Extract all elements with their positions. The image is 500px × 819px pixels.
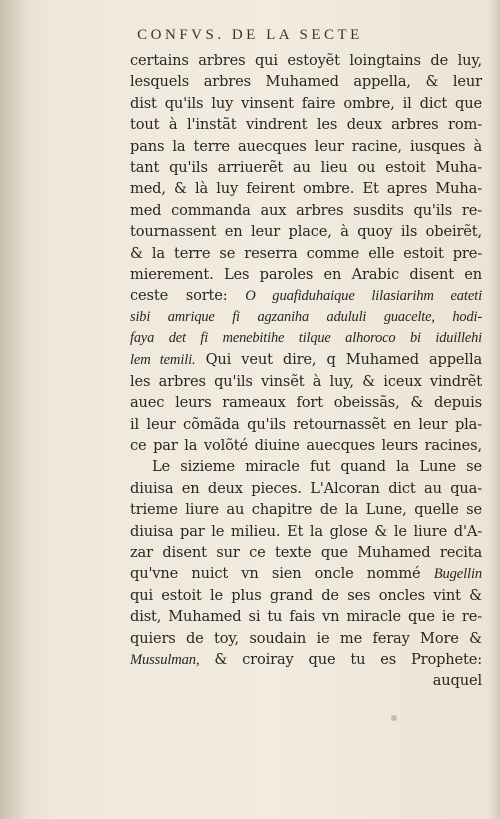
text-line: mierement. Les paroles en Arabic disent en (130, 265, 482, 283)
text-line-arabic-end: lem temili. Qui veut dire, q Muhamed appella (130, 351, 483, 369)
text-line: quiers de toy, soudain ie me feray More & (130, 629, 482, 647)
text-line: dist qu'ils luy vinsent faire ombre, il dict que (130, 94, 482, 112)
paragraph-start-line: Le sizieme miracle fut quand la Lune se (152, 458, 482, 476)
text-line: zar disent sur ce texte que Muhamed recita (130, 543, 482, 561)
catchword: auquel (432, 672, 482, 690)
body-text (130, 50, 482, 692)
italic-fragment: O guafiduhaique lilasiarihm eateti (245, 288, 482, 305)
text-line: lesquels arbres Muhamed appella, & leur (130, 73, 482, 91)
text-line: auec leurs rameaux fort obeissãs, & depuis (130, 394, 482, 412)
text-line: med commanda aux arbres susdits qu'ils re- (130, 201, 482, 219)
text-line: certains arbres qui estoyẽt loingtains de luy, (130, 52, 482, 69)
text-line: Mussulman, & croiray que tu es Prophete: (130, 650, 482, 668)
text-line-arabic-intro: ceste sorte: O guafiduhaique lilasiarihm eateti (130, 287, 482, 305)
spine-shadow (0, 0, 28, 819)
text-line: les arbres qu'ils vinsẽt à luy, & iceux vindrẽt (130, 372, 482, 390)
text-line: diuisa par le milieu. Et la glose & le liure d'A- (130, 522, 482, 540)
running-head: CONFVS. DE LA SECTE (137, 27, 363, 43)
italic-fragment: Mussulman, (130, 651, 200, 668)
italic-fragment: lem temili. (130, 352, 196, 369)
text-line: ce par la volõté diuine auecques leurs racines, (130, 437, 482, 455)
italic-fragment: Bugellin (433, 566, 482, 583)
text-line: diuisa en deux pieces. L'Alcoran dict au qua- (130, 479, 482, 497)
text-line-arabic: faya det fi menebitihe tilque alhoroco bi iduillehi (130, 330, 482, 347)
text-line: pans la terre auecques leur racine, iusques à (130, 137, 482, 155)
text-line: & la terre se reserra comme elle estoit pre- (130, 244, 482, 262)
text-line: med, & là luy feirent ombre. Et apres Muha- (130, 180, 482, 198)
text-line: tant qu'ils arriuerẽt au lieu ou estoit Muha- (130, 158, 482, 176)
text-line: tout à l'instãt vindrent les deux arbres rom- (130, 116, 482, 134)
ink-spot (391, 715, 397, 721)
text-line: qu'vne nuict vn sien oncle nommé Bugellin (130, 565, 482, 583)
text-line-arabic: sibi amrique fi agzaniha adululi guacelte, hodi- (130, 308, 482, 325)
text-line: trieme liure au chapitre de la Lune, quelle se (130, 501, 482, 519)
text-line: qui estoit le plus grand de ses oncles vint & (130, 586, 482, 604)
page-edge (488, 0, 500, 819)
text-line: il leur cõmãda qu'ils retournassẽt en leur pla- (130, 415, 482, 433)
text-line: dist, Muhamed si tu fais vn miracle que ie re- (130, 608, 482, 626)
text-line: tournassent en leur place, à quoy ils obeirẽt, (130, 223, 482, 241)
